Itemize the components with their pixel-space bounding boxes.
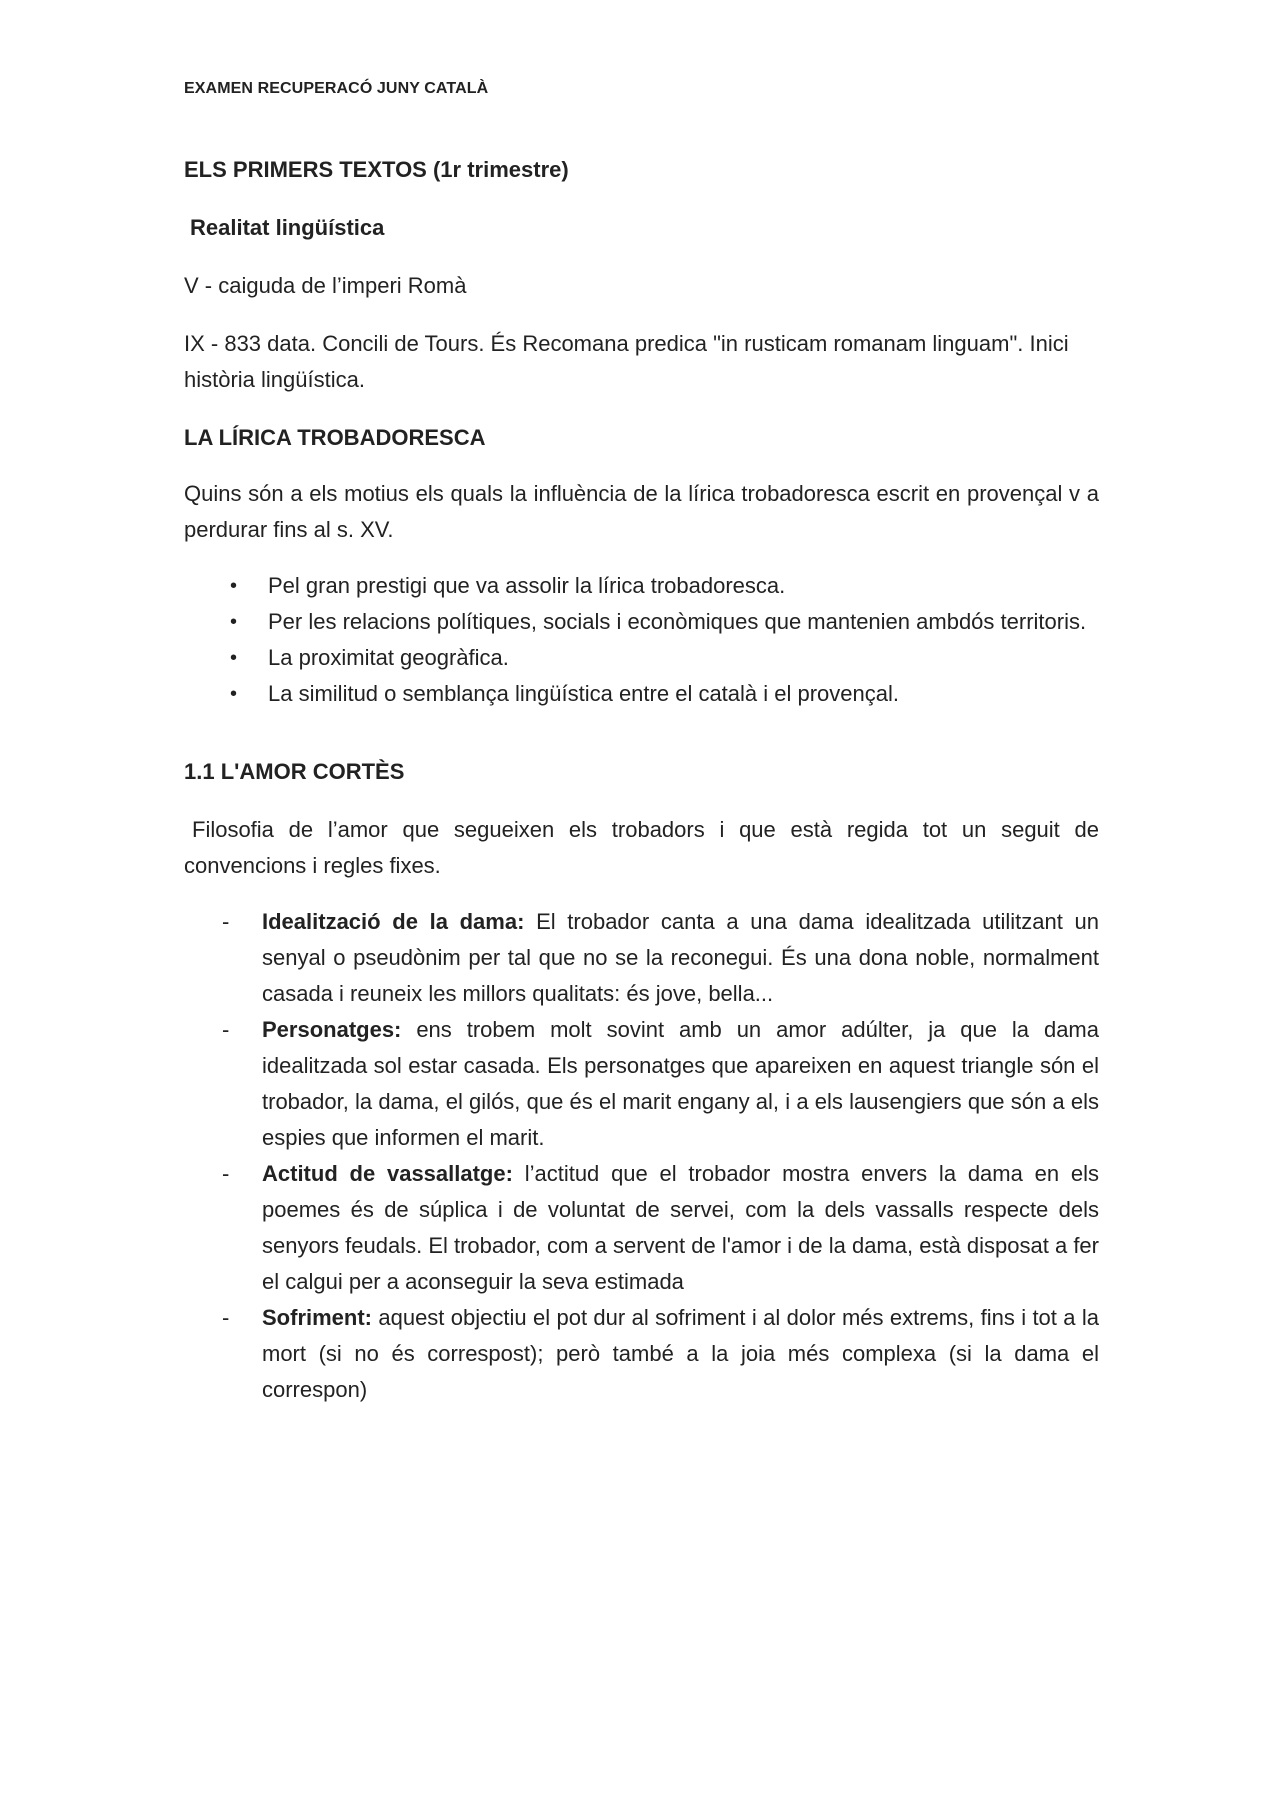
list-item <box>184 1012 1099 1156</box>
bullet-list-motius <box>184 568 1099 712</box>
list-item-text: El trobador canta a una dama idealitzada utilitzant un senyal o pseudònim per tal que no se la reconegui. És una dona noble, normalment casada i reuneix les millors qualitats: és jove, bella... <box>262 909 1100 1006</box>
list-item-text: aquest objectiu el pot dur al sofriment i al dolor més extrems, fins i tot a la mort (si no és correspost); però també a la joia més complexa (si la dama el correspon) <box>262 1305 1099 1402</box>
bullet-marker: • <box>230 647 238 669</box>
list-item <box>184 1300 1099 1408</box>
dash-list-convencions <box>184 904 1099 1408</box>
list-item-term: Sofriment: <box>262 1305 372 1330</box>
section-title-lirica-trobadoresca: LA LÍRICA TROBADORESCA <box>184 425 486 450</box>
subtitle-realitat-linguistica: Realitat lingüística <box>190 215 385 240</box>
dash-marker: - <box>222 1161 230 1186</box>
paragraph-concili-tours: IX - 833 data. Concili de Tours. És Recomana predica "in rusticam romanam linguam". Inici història lingüística. <box>184 331 1069 392</box>
list-item <box>184 568 1099 604</box>
list-item-text: l’actitud que el trobador mostra envers la dama en els poemes és de súplica i de voluntat de servei, com la dels vassalls respecte dels senyors feudals. El trobador, com a servent de l'amor i de la dama, està disposat a fer el calgui per a aconseguir la seva estimada <box>262 1161 1099 1294</box>
section-title-amor-cortes: 1.1 L'AMOR CORTÈS <box>184 759 405 784</box>
list-item-text: Per les relacions polítiques, socials i econòmiques que mantenien ambdós territoris. <box>268 609 1087 634</box>
list-item <box>184 640 1099 676</box>
list-item-term: Personatges: <box>262 1017 402 1042</box>
section-title-primers-textos: ELS PRIMERS TEXTOS (1r trimestre) <box>184 157 569 182</box>
dash-marker: - <box>222 1017 230 1042</box>
paragraph-motius-question: Quins són a els motius els quals la influència de la lírica trobadoresca escrit en provençal v a perdurar fins al s. XV. <box>184 481 1099 542</box>
list-item-text: ens trobem molt sovint amb un amor adúlter, ja que la dama idealitzada sol estar casada. Els personatges que apareixen en aquest triangle són el trobador, la dama, el gilós, que és el marit engany al, i a els lausengiers que són a els espies que informen el marit. <box>262 1017 1099 1150</box>
document-header: EXAMEN RECUPERACÓ JUNY CATALÀ <box>184 80 489 97</box>
bullet-marker: • <box>230 683 238 705</box>
list-item <box>184 604 1099 640</box>
list-item-text: La similitud o semblança lingüística entre el català i el provençal. <box>268 681 899 706</box>
list-item-term: Actitud de vassallatge: <box>262 1161 513 1186</box>
list-item <box>184 904 1099 1012</box>
dash-marker: - <box>222 909 230 934</box>
paragraph-caiguda-imperi: V - caiguda de l’imperi Romà <box>184 273 467 298</box>
paragraph-filosofia-amor: Filosofia de l’amor que segueixen els trobadors i que està regida tot un seguit de convencions i regles fixes. <box>184 817 1099 878</box>
list-item-text: La proximitat geogràfica. <box>268 645 509 670</box>
list-item-text: Pel gran prestigi que va assolir la lírica trobadoresca. <box>268 573 786 598</box>
dash-marker: - <box>222 1305 230 1330</box>
bullet-marker: • <box>230 611 238 633</box>
list-item <box>184 1156 1099 1300</box>
list-item <box>184 676 1099 712</box>
list-item-term: Idealització de la dama: <box>262 909 525 934</box>
bullet-marker: • <box>230 575 238 597</box>
